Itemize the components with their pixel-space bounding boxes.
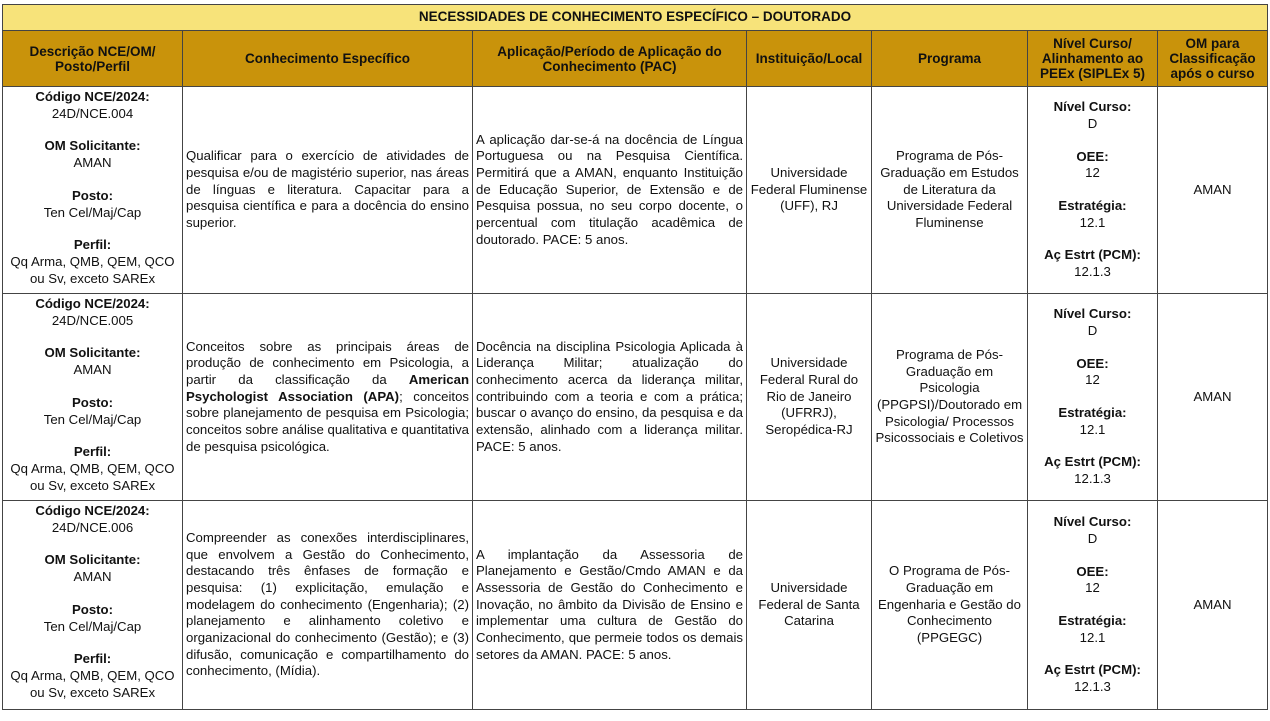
codigo-label: Código NCE/2024: <box>35 503 150 518</box>
posto-label: Posto: <box>71 601 114 617</box>
descricao-cell <box>3 294 183 501</box>
header-om-para: OM para Classificação após o curso <box>1158 31 1268 87</box>
om-solicitante-label: OM Solicitante: <box>44 345 141 361</box>
ac-estrt-label: Aç Estrt (PCM): <box>1044 247 1141 263</box>
estrategia-value: 12.1 <box>1079 629 1106 645</box>
codigo-label: Código NCE/2024: <box>35 89 150 104</box>
oee-value: 12 <box>1085 372 1100 388</box>
om-solicitante-label: OM Solicitante: <box>44 552 141 568</box>
codigo-value: 24D/NCE.006 <box>51 519 134 535</box>
nce-table <box>2 4 1268 710</box>
estrategia-value: 12.1 <box>1079 421 1106 437</box>
conhecimento-cell <box>183 87 473 294</box>
posto-value: Ten Cel/Maj/Cap <box>43 411 142 427</box>
perfil-label: Perfil: <box>73 444 112 460</box>
codigo-label: Código NCE/2024: <box>35 296 150 311</box>
conhecimento-text: Qualificar para o exercício de atividades de pesquisa e/ou de magistério superior, nas áreas de línguas e literatura. Capacitar para a pesquisa científica e para a docência do ensino superior. <box>186 148 469 231</box>
conhecimento-bold-text: American Psychologist Association (APA) <box>186 371 469 404</box>
estrategia-value: 12.1 <box>1079 214 1106 230</box>
header-instituicao: Instituição/Local <box>747 31 872 87</box>
table-row <box>3 294 1268 501</box>
header-nivel: Nível Curso/ Alinhamento ao PEEx (SIPLEx 5) <box>1028 31 1158 87</box>
om-solicitante-value: AMAN <box>73 569 112 585</box>
oee-label: OEE: <box>1076 563 1109 579</box>
nivel-curso-value: D <box>1087 530 1098 546</box>
nivel-cell <box>1028 294 1158 501</box>
nivel-cell <box>1028 501 1158 710</box>
conhecimento-text: Compreender as conexões interdisciplinares, que envolvem a Gestão do Conhecimento, destacando três ênfases de formação e pesquisa: (1) explicitação, emulação e modelagem do conhecimento (Engenharia); (2) planejamento e alinhamento coletivo e organizacional do conhecimento (Gestão); e (3) difusão, comunicação e compartilhamento do conhecimento, (Mídia). <box>186 529 469 679</box>
ac-estrt-label: Aç Estrt (PCM): <box>1044 454 1141 470</box>
perfil-label: Perfil: <box>73 651 112 667</box>
estrategia-label: Estratégia: <box>1058 613 1127 628</box>
oee-label: OEE: <box>1076 148 1109 164</box>
conhecimento-text-after: ; conceitos sobre planejamento de pesquisa em Psicologia; conceitos sobre análise qualitativa e quantitativa de pesquisa psicológica. <box>186 388 469 454</box>
om-solicitante-label: OM Solicitante: <box>44 138 141 154</box>
header-aplicacao: Aplicação/Período de Aplicação do Conhecimento (PAC) <box>473 31 747 87</box>
oee-value: 12 <box>1085 165 1100 181</box>
ac-estrt-value: 12.1.3 <box>1074 264 1111 280</box>
header-conhecimento: Conhecimento Específico <box>183 31 473 87</box>
header-descricao: Descrição NCE/OM/ Posto/Perfil <box>3 31 183 87</box>
posto-value: Ten Cel/Maj/Cap <box>43 204 142 220</box>
table-title: NECESSIDADES DE CONHECIMENTO ESPECÍFICO – DOUTORADO <box>3 5 1268 31</box>
instituicao-cell: Universidade Federal Rural do Rio de Janeiro (UFRRJ), Seropédica-RJ <box>747 294 872 501</box>
om-para-cell: AMAN <box>1158 501 1268 710</box>
om-para-cell: AMAN <box>1158 87 1268 294</box>
nivel-curso-label: Nível Curso: <box>1053 514 1132 530</box>
descricao-cell <box>3 501 183 710</box>
programa-cell: Programa de Pós-Graduação em Estudos de Literatura da Universidade Federal Fluminense <box>872 87 1028 294</box>
oee-value: 12 <box>1085 580 1100 596</box>
ac-estrt-label: Aç Estrt (PCM): <box>1044 662 1141 678</box>
ac-estrt-value: 12.1.3 <box>1074 471 1111 487</box>
nivel-curso-label: Nível Curso: <box>1053 99 1132 115</box>
oee-label: OEE: <box>1076 355 1109 371</box>
perfil-value: Qq Arma, QMB, QEM, QCO ou Sv, exceto SAREx <box>10 253 175 286</box>
conhecimento-text: Conceitos sobre as principais áreas de produção de conhecimento em Psicologia, a partir da classificação da <box>186 338 469 387</box>
codigo-value: 24D/NCE.005 <box>51 312 134 328</box>
instituicao-cell: Universidade Federal Fluminense (UFF), RJ <box>747 87 872 294</box>
programa-cell: O Programa de Pós-Graduação em Engenharia e Gestão do Conhecimento (PPGEGC) <box>872 501 1028 710</box>
aplicacao-cell: A aplicação dar-se-á na docência de Língua Portuguesa ou na Pesquisa Científica. Permitirá que a AMAN, enquanto Instituição de Educação Superior, de Extensão e de Pesquisa possua, no seu corpo docente, o percentual com titulação acadêmica de doutorado. PACE: 5 anos. <box>473 87 747 294</box>
om-solicitante-value: AMAN <box>73 362 112 378</box>
conhecimento-cell <box>183 294 473 501</box>
header-programa: Programa <box>872 31 1028 87</box>
nivel-cell <box>1028 87 1158 294</box>
table-row <box>3 87 1268 294</box>
codigo-value: 24D/NCE.004 <box>51 105 134 121</box>
posto-value: Ten Cel/Maj/Cap <box>43 618 142 634</box>
perfil-label: Perfil: <box>73 237 112 253</box>
om-solicitante-value: AMAN <box>73 155 112 171</box>
posto-label: Posto: <box>71 394 114 410</box>
descricao-cell <box>3 87 183 294</box>
conhecimento-cell <box>183 501 473 710</box>
instituicao-cell: Universidade Federal de Santa Catarina <box>747 501 872 710</box>
nivel-curso-value: D <box>1087 115 1098 131</box>
table-row <box>3 501 1268 710</box>
aplicacao-cell: A implantação da Assessoria de Planejamento e Gestão/Cmdo AMAN e da Assessoria de Gestão do Conhecimento e Inovação, no âmbito da Divisão de Ensino e implementar uma cultura de Gestão do Conhecimento, que permeie todos os demais setores da AMAN. PACE: 5 anos. <box>473 501 747 710</box>
ac-estrt-value: 12.1.3 <box>1074 679 1111 695</box>
perfil-value: Qq Arma, QMB, QEM, QCO ou Sv, exceto SAREx <box>10 667 175 700</box>
estrategia-label: Estratégia: <box>1058 405 1127 420</box>
om-para-cell: AMAN <box>1158 294 1268 501</box>
posto-label: Posto: <box>71 187 114 203</box>
nivel-curso-value: D <box>1087 322 1098 338</box>
estrategia-label: Estratégia: <box>1058 198 1127 213</box>
nivel-curso-label: Nível Curso: <box>1053 306 1132 322</box>
perfil-value: Qq Arma, QMB, QEM, QCO ou Sv, exceto SAREx <box>10 460 175 493</box>
programa-cell: Programa de Pós-Graduação em Psicologia (PPGPSI)/Doutorado em Psicologia/ Processos Psicossociais e Coletivos <box>872 294 1028 501</box>
aplicacao-cell: Docência na disciplina Psicologia Aplicada à Liderança Militar; atualização do conhecimento acerca da liderança militar, contribuindo com a teoria e com a prática; buscar o avanço do ensino, da pesquisa e da extensão, alinhado com a liderança militar. PACE: 5 anos. <box>473 294 747 501</box>
